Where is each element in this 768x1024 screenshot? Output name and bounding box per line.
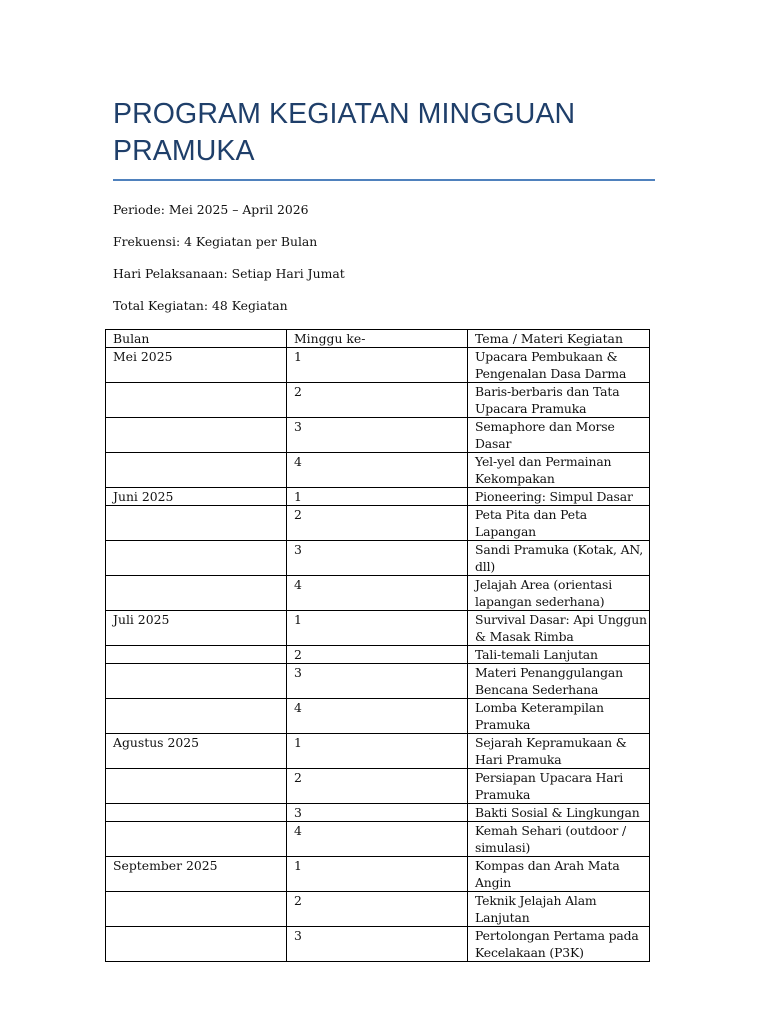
table-row [106,541,650,576]
table-row [106,576,650,611]
cell-tema: Survival Dasar: Api Unggun & Masak Rimba [468,611,650,646]
cell-tema: Sejarah Kepramukaan & Hari Pramuka [468,734,650,769]
cell-minggu: 2 [287,646,468,664]
header-minggu: Minggu ke- [287,330,468,348]
cell-minggu: 1 [287,611,468,646]
table-row [106,892,650,927]
cell-minggu: 3 [287,541,468,576]
cell-bulan [106,699,287,734]
table-row [106,348,650,383]
table-body [106,348,650,962]
cell-minggu: 2 [287,506,468,541]
table-row [106,611,650,646]
table-row [106,646,650,664]
table-row [106,664,650,699]
table-row [106,734,650,769]
table-row [106,857,650,892]
cell-minggu: 1 [287,734,468,769]
cell-tema: Pioneering: Simpul Dasar [468,488,650,506]
table-row [106,804,650,822]
cell-tema: Bakti Sosial & Lingkungan [468,804,650,822]
cell-bulan [106,892,287,927]
cell-tema: Lomba Keterampilan Pramuka [468,699,650,734]
cell-bulan [106,822,287,857]
cell-minggu: 1 [287,488,468,506]
table-row [106,418,650,453]
cell-tema: Upacara Pembukaan & Pengenalan Dasa Darma [468,348,650,383]
table-row [106,769,650,804]
cell-bulan [106,418,287,453]
cell-minggu: 1 [287,857,468,892]
cell-tema: Tali-temali Lanjutan [468,646,650,664]
meta-periode: Periode: Mei 2025 – April 2026 [113,202,309,217]
cell-tema: Kompas dan Arah Mata Angin [468,857,650,892]
cell-bulan [106,541,287,576]
cell-bulan [106,804,287,822]
cell-bulan: Agustus 2025 [106,734,287,769]
cell-minggu: 3 [287,664,468,699]
cell-minggu: 4 [287,453,468,488]
cell-minggu: 4 [287,822,468,857]
schedule-table [105,329,650,962]
table-row [106,488,650,506]
cell-bulan [106,453,287,488]
header-bulan: Bulan [106,330,287,348]
table-row [106,927,650,962]
cell-tema: Baris-berbaris dan Tata Upacara Pramuka [468,383,650,418]
table-row [106,822,650,857]
meta-total-kegiatan: Total Kegiatan: 48 Kegiatan [113,298,288,313]
cell-tema: Materi Penanggulangan Bencana Sederhana [468,664,650,699]
cell-minggu: 4 [287,699,468,734]
cell-tema: Peta Pita dan Peta Lapangan [468,506,650,541]
table-row [106,506,650,541]
cell-bulan: Juni 2025 [106,488,287,506]
title-underline [113,179,655,181]
cell-bulan [106,576,287,611]
cell-bulan: Mei 2025 [106,348,287,383]
meta-frekuensi: Frekuensi: 4 Kegiatan per Bulan [113,234,318,249]
header-tema: Tema / Materi Kegiatan [468,330,650,348]
cell-minggu: 2 [287,769,468,804]
table-row [106,699,650,734]
cell-bulan: Juli 2025 [106,611,287,646]
document-title: PROGRAM KEGIATAN MINGGUAN PRAMUKA [113,98,576,167]
table-row [106,383,650,418]
cell-minggu: 1 [287,348,468,383]
cell-tema: Pertolongan Pertama pada Kecelakaan (P3K) [468,927,650,962]
cell-minggu: 4 [287,576,468,611]
cell-tema: Kemah Sehari (outdoor / simulasi) [468,822,650,857]
cell-bulan [106,646,287,664]
table-row [106,453,650,488]
cell-minggu: 3 [287,927,468,962]
table-header-row [106,330,650,348]
cell-bulan [106,383,287,418]
cell-minggu: 3 [287,418,468,453]
cell-bulan [106,664,287,699]
cell-tema: Sandi Pramuka (Kotak, AN, dll) [468,541,650,576]
cell-tema: Yel-yel dan Permainan Kekompakan [468,453,650,488]
cell-tema: Jelajah Area (orientasi lapangan sederhana) [468,576,650,611]
cell-bulan: September 2025 [106,857,287,892]
meta-hari-pelaksanaan: Hari Pelaksanaan: Setiap Hari Jumat [113,266,345,281]
cell-bulan [106,927,287,962]
cell-tema: Persiapan Upacara Hari Pramuka [468,769,650,804]
cell-minggu: 2 [287,383,468,418]
cell-minggu: 3 [287,804,468,822]
cell-bulan [106,506,287,541]
cell-tema: Semaphore dan Morse Dasar [468,418,650,453]
cell-tema: Teknik Jelajah Alam Lanjutan [468,892,650,927]
cell-minggu: 2 [287,892,468,927]
cell-bulan [106,769,287,804]
